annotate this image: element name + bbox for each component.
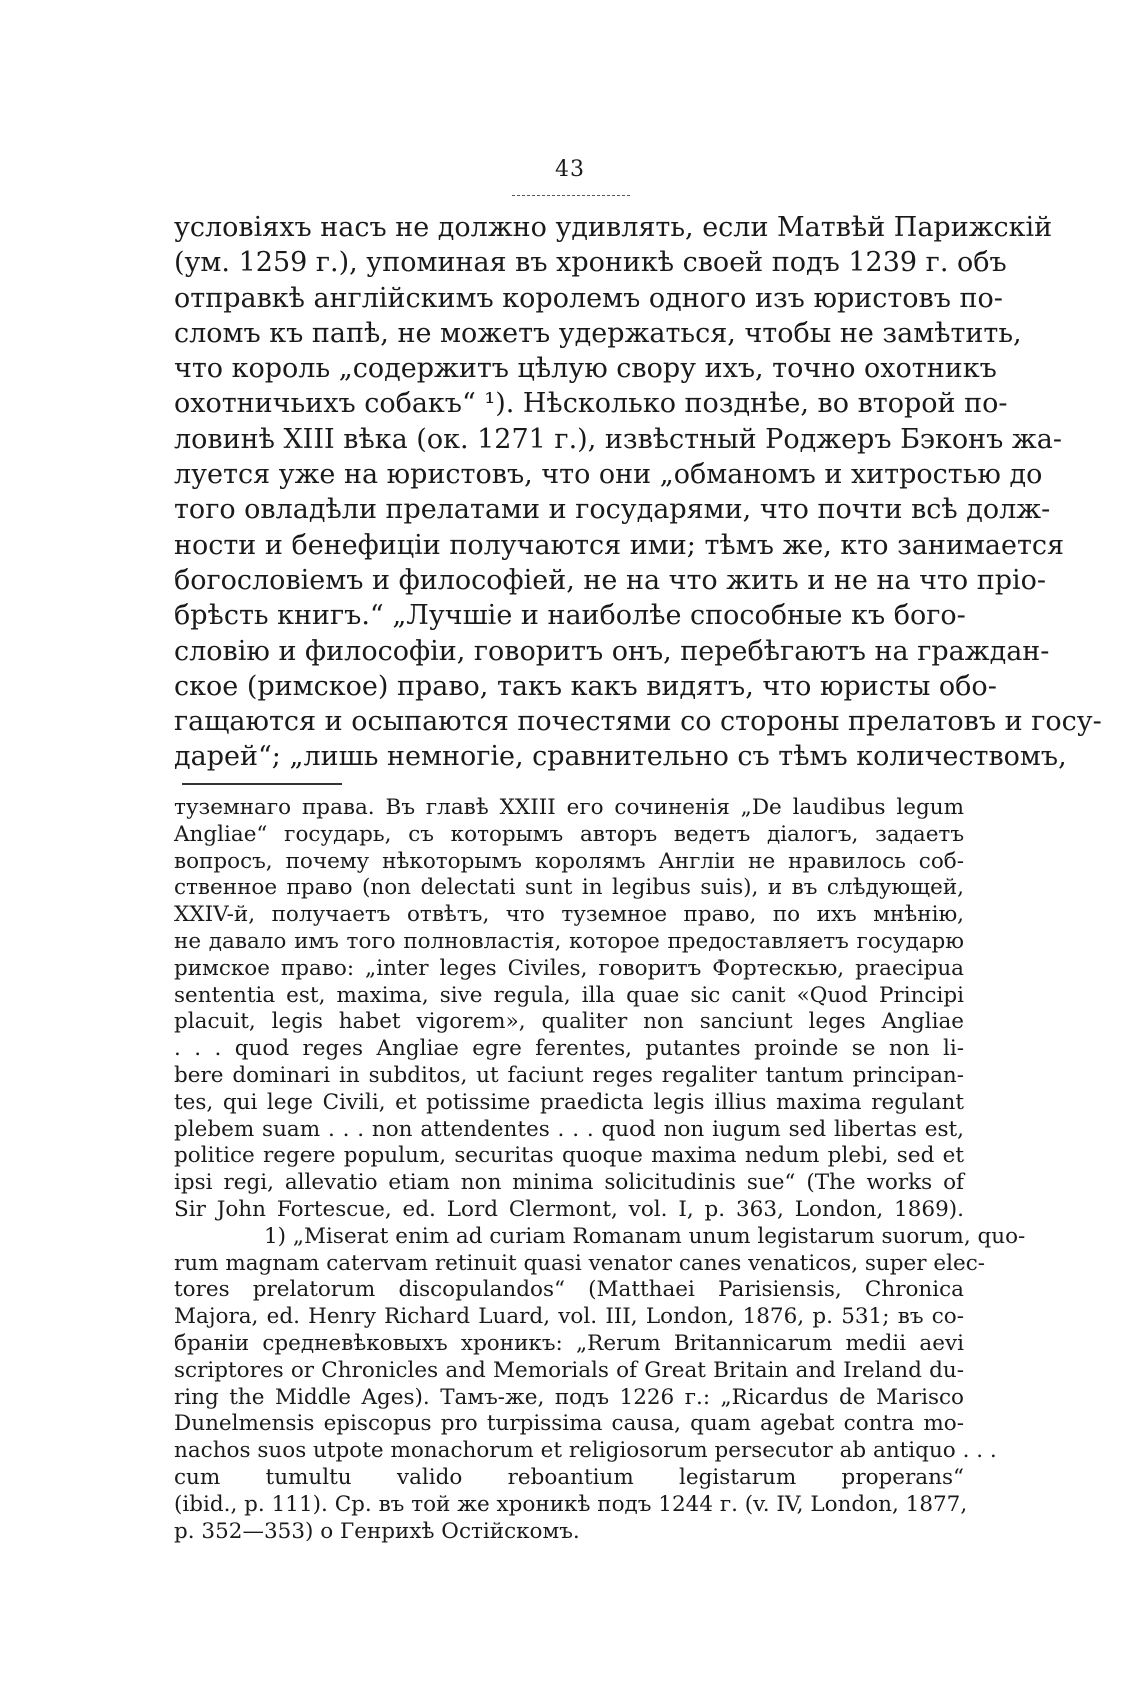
footnote-line: ipsi regi, allevatio etiam non minima solicitudinis sue“ (The works of bbox=[174, 1170, 964, 1196]
footnote-line: . . . quod reges Angliae egre ferentes, putantes proinde se non li- bbox=[174, 1036, 964, 1062]
main-line: сломъ къ папѣ, не можетъ удержаться, чтобы не замѣтить, bbox=[174, 317, 1022, 349]
footnote-line: туземнаго права. Въ главѣ XXIII его сочиненія „De laudibus legum bbox=[174, 795, 964, 820]
footnote-line: Angliae“ государь, съ которымъ авторъ ведетъ діалогъ, задаетъ bbox=[174, 821, 964, 847]
footnote-line: 1) „Miserat enim ad curiam Romanam unum legistarum suorum, quo- bbox=[264, 1223, 1026, 1249]
main-line: дарей“; „лишь немногіе, сравнительно съ тѣмъ количествомъ, bbox=[174, 741, 1067, 773]
main-line: (ум. 1259 г.), упоминая въ хроникѣ своей подъ 1239 г. объ bbox=[174, 247, 1007, 279]
footnote-line: ственное право (non delectati sunt in legibus suis), и въ слѣдующей, bbox=[174, 875, 964, 901]
footnote-line: politice regere populum, securitas quoque maxima nedum plebi, sed et bbox=[174, 1143, 964, 1169]
main-line: ловинѣ XIII вѣка (ок. 1271 г.), извѣстный Роджеръ Бэконъ жа- bbox=[174, 423, 1062, 455]
footnote-line: tes, qui lege Civili, et potissime praedicta legis illius maxima regulant bbox=[174, 1089, 964, 1115]
main-line: ское (римское) право, такъ какъ видятъ, что юристы обо- bbox=[174, 670, 997, 702]
main-line: гащаются и осыпаются почестями со стороны прелатовъ и госу- bbox=[174, 706, 1102, 738]
main-line: того овладѣли прелатами и государями, что почти всѣ долж- bbox=[174, 494, 1051, 526]
main-line: условіяхъ насъ не должно удивлять, если Матвѣй Парижскій bbox=[174, 212, 1053, 243]
main-line: луется уже на юристовъ, что они „обманомъ и хитростью до bbox=[174, 459, 1043, 491]
footnote-line: (ibid., p. 111). Ср. въ той же хроникѣ подъ 1244 г. (v. IV, London, 1877, bbox=[174, 1491, 968, 1517]
main-line: брѣсть книгъ.“ „Лучшіе и наиболѣе способные къ бого- bbox=[174, 600, 966, 632]
footnote-line: cum tumultu valido reboantium legistarum properans“ bbox=[174, 1464, 964, 1490]
footnote-line: nachos suos utpote monachorum et religiosorum persecutor ab antiquo . . . bbox=[174, 1438, 997, 1464]
main-line: словію и философіи, говоритъ онъ, перебѣгаютъ на граждан- bbox=[174, 635, 1050, 667]
footnote-line: sententia est, maxima, sive regula, illa quae sic canit «Quod Principi bbox=[174, 982, 964, 1008]
footnote-line: не давало имъ того полновластія, которое предоставляетъ государю bbox=[174, 928, 964, 954]
main-line: богословіемъ и философіей, не на что жить и не на что пріо- bbox=[174, 564, 1047, 596]
footnote-line: tores prelatorum discopulandos“ (Matthaei Parisiensis, Chronica bbox=[174, 1277, 964, 1303]
footnote-line: scriptores or Chronicles and Memorials of Great Britain and Ireland du- bbox=[174, 1357, 964, 1383]
main-text bbox=[174, 210, 1102, 775]
footnote-line: римское право: „inter leges Civiles, говоритъ Фортескью, praecipua bbox=[174, 955, 964, 981]
footnote-line: Sir John Fortescue, ed. Lord Clermont, vol. I, p. 363, London, 1869). bbox=[174, 1196, 964, 1222]
footnote-line: rum magnam catervam retinuit quasi venator canes venaticos, super elec- bbox=[174, 1250, 985, 1276]
footnote-line: bere dominari in subditos, ut faciunt reges regaliter tantum principan- bbox=[174, 1062, 964, 1088]
footnote-line: plebem suam . . . non attendentes . . . quod non iugum sed libertas est, bbox=[174, 1116, 964, 1142]
footnote-rule bbox=[182, 783, 342, 785]
footnotes bbox=[174, 795, 1026, 1545]
footnote-line: Dunelmensis episcopus pro turpissima causa, quam agebat contra mo- bbox=[174, 1411, 964, 1437]
footnote-line: p. 352—353) о Генрихѣ Остійскомъ. bbox=[174, 1518, 580, 1544]
footnote-line: Majora, ed. Henry Richard Luard, vol. III, London, 1876, p. 531; въ со- bbox=[174, 1304, 964, 1330]
footnote-line: ring the Middle Ages). Тамъ-же, подъ 1226 г.: „Ricardus de Marisco bbox=[174, 1384, 964, 1410]
main-line: отправкѣ англійскимъ королемъ одного изъ юристовъ по- bbox=[174, 282, 1003, 314]
page-number-rule bbox=[512, 195, 630, 196]
main-line: охотничьихъ собакъ“ ¹). Нѣсколько позднѣе, во второй по- bbox=[174, 388, 1008, 420]
footnote-line: XXIV-й, получаетъ отвѣтъ, что туземное право, по ихъ мнѣнію, bbox=[174, 902, 964, 928]
footnote-line: вопросъ, почему нѣкоторымъ королямъ Англіи не нравилось соб- bbox=[174, 848, 964, 874]
main-line: ности и бенефиціи получаются ими; тѣмъ же, кто занимается bbox=[174, 529, 1065, 561]
main-line: что король „содержитъ цѣлую свору ихъ, точно охотникъ bbox=[174, 353, 997, 385]
footnote-line: placuit, legis habet vigorem», qualiter non sanciunt leges Angliae bbox=[174, 1009, 964, 1035]
page-number: 43 bbox=[555, 157, 585, 182]
footnote-line: браніи средневѣковыхъ хроникъ: „Rerum Britannicarum medii aevi bbox=[174, 1330, 964, 1356]
